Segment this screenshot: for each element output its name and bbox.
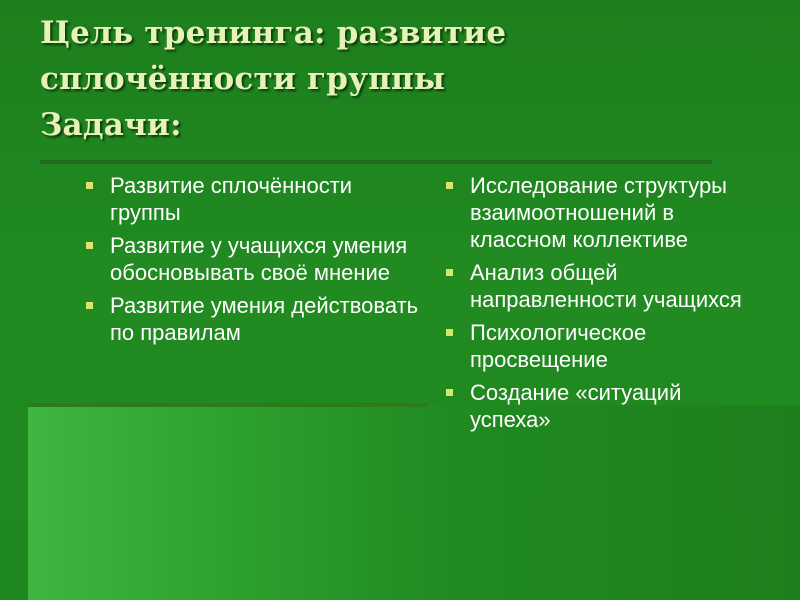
left-bullet-list — [80, 172, 420, 346]
bullet-text: Развитие у учащихся умения обосновывать своё мнение — [110, 233, 408, 285]
bullet-item — [440, 379, 760, 433]
right-bullet-list — [440, 172, 760, 433]
square-bullet-icon — [86, 302, 93, 309]
right-column — [440, 172, 760, 439]
square-bullet-icon — [86, 182, 93, 189]
bullet-item — [80, 292, 420, 346]
title-line: сплочённости группы — [40, 61, 446, 97]
square-bullet-icon — [446, 389, 453, 396]
left-column — [80, 172, 420, 352]
bullet-item — [440, 259, 760, 313]
bullet-text: Создание «ситуаций успеха» — [470, 380, 682, 432]
decorative-accent-line — [28, 403, 428, 407]
title-line: Цель тренинга: развитие — [40, 15, 507, 51]
bullet-text: Анализ общей направленности учащихся — [470, 260, 742, 312]
bullet-text: Психологическое просвещение — [470, 320, 647, 372]
bullet-text: Развитие сплочённости группы — [110, 173, 353, 225]
bullet-text: Исследование структуры взаимоотношений в классном коллективе — [470, 173, 727, 252]
bullet-item — [80, 172, 420, 226]
square-bullet-icon — [446, 329, 453, 336]
title-line: Задачи: — [40, 107, 182, 143]
bullet-item — [80, 232, 420, 286]
square-bullet-icon — [86, 242, 93, 249]
bullet-item — [440, 319, 760, 373]
square-bullet-icon — [446, 269, 453, 276]
bullet-item — [440, 172, 760, 253]
square-bullet-icon — [446, 182, 453, 189]
title-divider — [40, 160, 712, 164]
bullet-text: Развитие умения действовать по правилам — [110, 293, 419, 345]
slide-title — [40, 10, 760, 148]
